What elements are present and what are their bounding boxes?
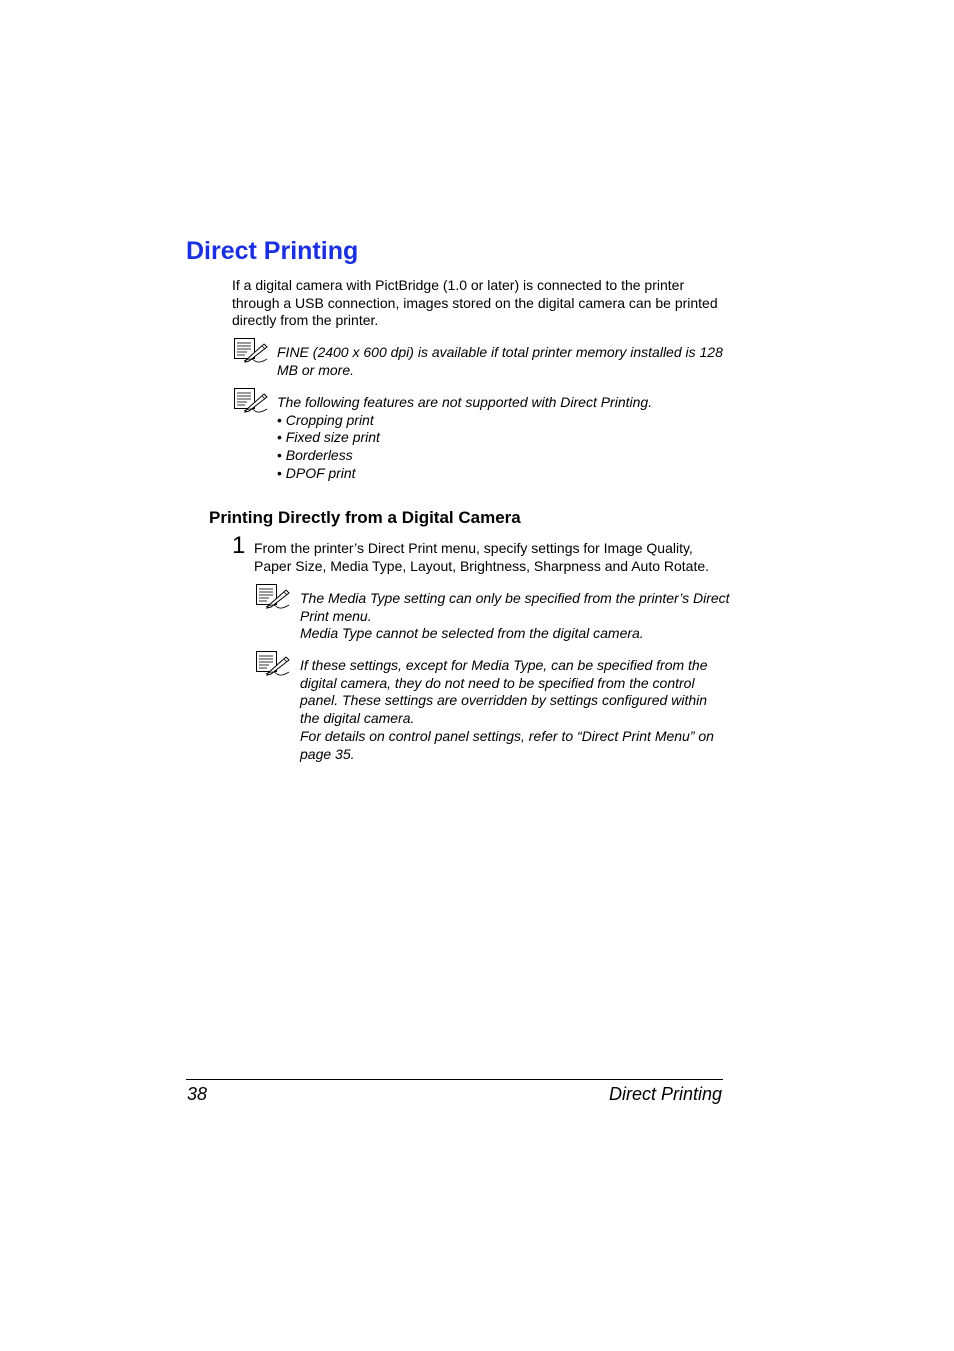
- intro-paragraph: [232, 277, 732, 330]
- note-pencil-icon: [255, 583, 291, 609]
- step-instruction: [254, 540, 734, 575]
- note-line: If these settings, except for Media Type, can be specified from the digital camera, they do not need to be specified from the control panel. These settings are overridden by settings configured within the digital camera.: [300, 657, 708, 727]
- note-pencil-icon: [233, 387, 269, 413]
- note-unsupported-features: [277, 394, 727, 483]
- list-item: • DPOF print: [277, 465, 727, 483]
- unsupported-feature-list: [277, 412, 727, 483]
- list-item: • Cropping print: [277, 412, 727, 430]
- note-memory: [277, 344, 727, 379]
- note-line: Media Type cannot be selected from the digital camera.: [300, 625, 644, 642]
- list-item: • Fixed size print: [277, 429, 727, 447]
- note-media-type: [300, 590, 730, 643]
- step-number: 1: [232, 532, 246, 559]
- page-number: 38: [187, 1084, 208, 1104]
- note-unsupported-text: The following features are not supported with Direct Printing.: [277, 394, 653, 410]
- intro-text: If a digital camera with PictBridge (1.0 or later) is connected to the printer through a USB connection, images stored on the digital camera can be printed directly from the printer.: [232, 277, 718, 328]
- note-settings-override: [300, 657, 725, 763]
- footer-divider: [186, 1079, 723, 1080]
- page-title: Direct Printing: [186, 237, 359, 265]
- step-text: From the printer’s Direct Print menu, specify settings for Image Quality, Paper Size, Media Type, Layout, Brightness, Sharpness and Auto Rotate.: [254, 540, 710, 574]
- list-item: • Borderless: [277, 447, 727, 465]
- footer-chapter-title: Direct Printing: [608, 1084, 722, 1104]
- note-memory-text: FINE (2400 x 600 dpi) is available if total printer memory installed is 128 MB or more.: [277, 344, 723, 378]
- note-pencil-icon: [255, 650, 291, 676]
- note-pencil-icon: [233, 337, 269, 363]
- section-heading: Printing Directly from a Digital Camera: [209, 508, 521, 527]
- note-line: The Media Type setting can only be specified from the printer’s Direct Print menu.: [300, 590, 730, 624]
- note-line: For details on control panel settings, refer to “Direct Print Menu” on page 35.: [300, 727, 714, 762]
